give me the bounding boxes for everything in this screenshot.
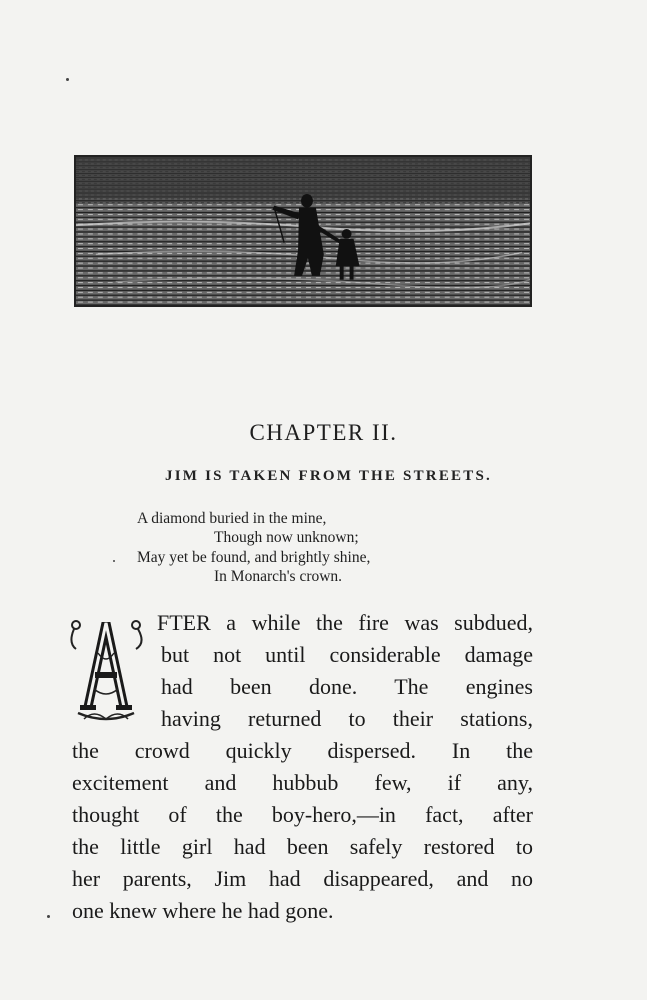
body-line: one knew where he had gone. <box>72 898 334 923</box>
drop-cap-ornament <box>64 609 148 727</box>
chapter-subtitle: JIM IS TAKEN FROM THE STREETS. <box>165 468 492 484</box>
chapter-title: CHAPTER II. <box>249 420 398 445</box>
ornamental-drop-cap <box>64 609 148 727</box>
body-line: having returned to their stations, <box>161 706 533 731</box>
print-speck <box>47 915 50 918</box>
verse-line: In Monarch's crown. <box>214 568 343 585</box>
verse-line: May yet be found, and brightly shine, <box>137 549 371 566</box>
body-line: her parents, Jim had disappeared, and no <box>72 866 533 891</box>
body-line: excitement and hubbub few, if any, <box>72 770 533 795</box>
body-line: the little girl had been safely restored to <box>72 834 533 859</box>
body-line: but not until considerable damage <box>161 642 533 667</box>
drop-cap-letter: A <box>105 681 107 682</box>
verse-line: A diamond buried in the mine, <box>137 510 327 527</box>
verse-line: Though now unknown; <box>214 529 359 546</box>
body-line: thought of the boy-hero,—in fact, after <box>72 802 533 827</box>
chapter-header-engraving <box>74 155 532 307</box>
body-line: FTER a while the fire was subdued, <box>157 610 533 635</box>
body-line: the crowd quickly dispersed. In the <box>72 738 533 763</box>
engraving-image <box>76 157 530 305</box>
body-line: had been done. The engines <box>161 674 533 699</box>
print-speck <box>66 78 69 81</box>
print-speck <box>113 560 115 562</box>
